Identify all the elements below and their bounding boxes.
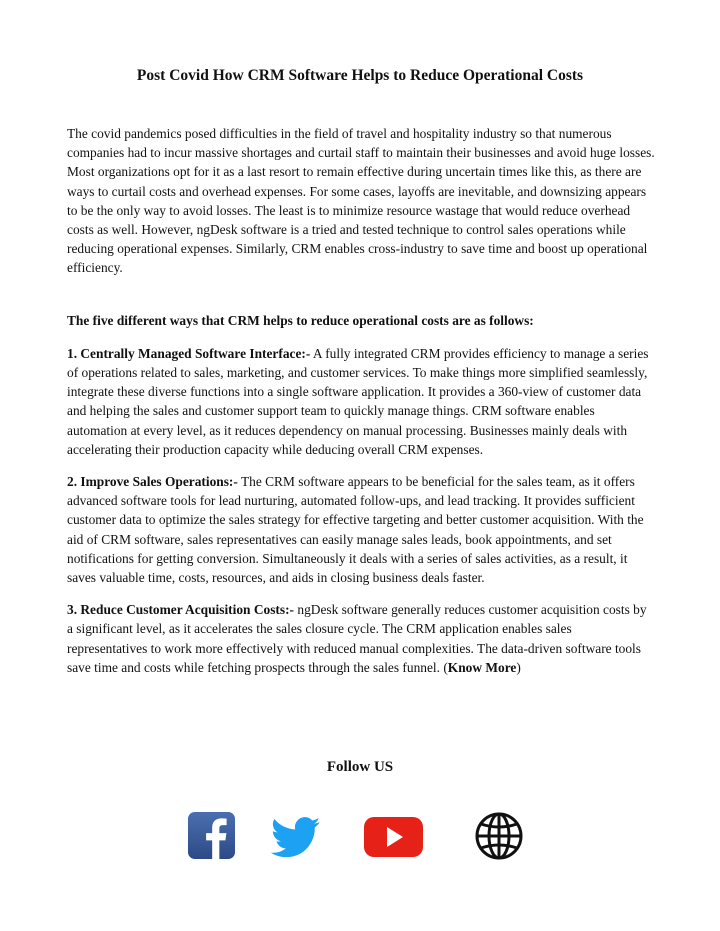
globe-icon (474, 811, 524, 861)
point-reduce-acquisition (67, 600, 655, 677)
point-text: The CRM software appears to be beneficial for the sales team, as it offers advanced software tools for lead nurturing, automated follow-ups, and lead tracking. It provides sufficient customer data to optimize the sales strategy for effective targeting and better customer acquisition. With the aid of CRM software, sales representatives can easily manage sales leads, book appointments, and set notifications for getting conversion. Simultaneously it deals with a series of sales activities, as a result, it saves valuable time, costs, resources, and aids in closing business deals faster. (67, 474, 644, 586)
point-text-closing: ) (516, 659, 521, 675)
twitter-icon (271, 817, 321, 859)
twitter-link[interactable] (271, 817, 321, 859)
point-improve-sales (67, 472, 655, 587)
point-centrally-managed (67, 344, 655, 459)
know-more-link[interactable]: Know More (447, 659, 517, 675)
list-lead-in: The five different ways that CRM helps to reduce operational costs are as follows: (67, 312, 534, 328)
point-heading: 1. Centrally Managed Software Interface:- (67, 345, 311, 361)
point-heading: 3. Reduce Customer Acquisition Costs:- (67, 602, 295, 618)
youtube-icon (363, 816, 424, 858)
follow-us-heading: Follow US (326, 759, 394, 775)
point-heading: 2. Improve Sales Operations:- (67, 474, 238, 490)
youtube-link[interactable] (363, 816, 424, 858)
point-text: ngDesk software generally reduces customer acquisition costs by a significant level, as it accelerates the sales closure cycle. The CRM application enables sales representatives to work more effectively with reduced manual complexities. The data-driven software tools save time and costs while fetching prospects through the sales funnel. ( (67, 602, 647, 675)
point-text: A fully integrated CRM provides efficiency to manage a series of operations related to sales, marketing, and customer services. To make things more simplified seamlessly, integrate these diverse functions into a single software application. It provides a 360-view of customer data and helping the sales and customer support team to quickly manage things. CRM software enables automation at every level, as it reduces dependency on manual processing. Businesses mainly deals with accelerating their production capacity while deducing overall CRM expenses. (67, 345, 649, 457)
article-body (67, 124, 655, 690)
facebook-link[interactable] (187, 811, 236, 860)
facebook-icon (187, 811, 236, 860)
intro-paragraph: The covid pandemics posed difficulties in the field of travel and hospitality industry so that numerous companies had to incur massive shortages and curtail staff to maintain their businesses and avoid huge losses. Most organizations opt for it as a last resort to remain effective during uncertain times like this, as there are ways to curtail costs and overhead expenses. For some cases, layoffs are inevitable, and downsizing appears to be the only way to avoid losses. The least is to minimize resource wastage that would reduce overhead costs as well. However, ngDesk software is a tried and tested technique to control sales operations while reducing operational expenses. Similarly, CRM enables cross-industry to save time and boost up operational efficiency. (67, 126, 655, 276)
website-link[interactable] (474, 811, 524, 861)
page-title: Post Covid How CRM Software Helps to Reduce Operational Costs (136, 67, 584, 84)
